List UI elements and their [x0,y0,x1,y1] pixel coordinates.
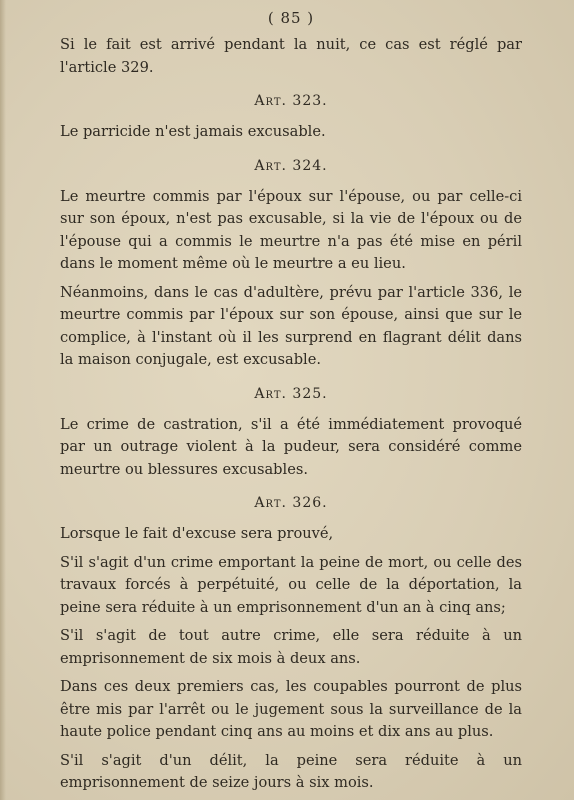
article-paragraph: S'il s'agit d'un crime emportant la peine de mort, ou celle des travaux forcés à perpétuité, ou celle de la déportation, la peine sera réduite à un emprisonnement d'un an à cinq ans; [60,553,522,616]
article-heading: Art. 326. [254,495,328,511]
article-325 [60,384,522,482]
intro-paragraph: Si le fait est arrivé pendant la nuit, ce cas est réglé par l'article 329. [60,36,522,76]
article-heading: Art. 323. [254,93,328,109]
article-heading: Art. 324. [254,157,328,174]
article-paragraph: Le crime de castration, s'il a été immédiatement provoqué par un outrage violent à la pudeur, sera considéré comme meurtre ou blessures excusables. [60,415,522,478]
article-paragraph: Néanmoins, dans le cas d'adultère, prévu par l'article 336, le meurtre commis par l'époux sur son épouse, ainsi que sur le complice, à l'instant où il les surprend en flagrant délit dans la maison conjugale, est excusable. [60,283,522,368]
article-paragraph: S'il s'agit d'un délit, la peine sera réduite à un emprisonnement de seize jours à six mois. [60,751,522,791]
article-heading: Art. 325. [254,385,328,402]
article-paragraph: Le parricide n'est jamais excusable. [60,123,326,140]
article-paragraph: Lorsque le fait d'excuse sera prouvé, [60,525,334,542]
article-324 [60,156,522,372]
page-number: ( 85 ) [267,9,315,27]
article-paragraph: S'il s'agit de tout autre crime, elle sera réduite à un emprisonnement de six mois à deux ans. [60,627,522,667]
article-paragraph: Le meurtre commis par l'époux sur l'épouse, ou par celle-ci sur son époux, n'est pas excusable, si la vie de l'époux ou de l'épouse qui a commis le meurtre n'a pas été mise en péril dans le moment même où le meurtre a eu lieu. [60,187,522,272]
article-323 [60,91,522,144]
article-paragraph: Dans ces deux premiers cas, les coupables pourront de plus être mis par l'arrêt ou le jugement sous la surveillance de la haute police pendant cinq ans au moins et dix ans au plus. [60,678,522,740]
article-326 [60,493,522,795]
